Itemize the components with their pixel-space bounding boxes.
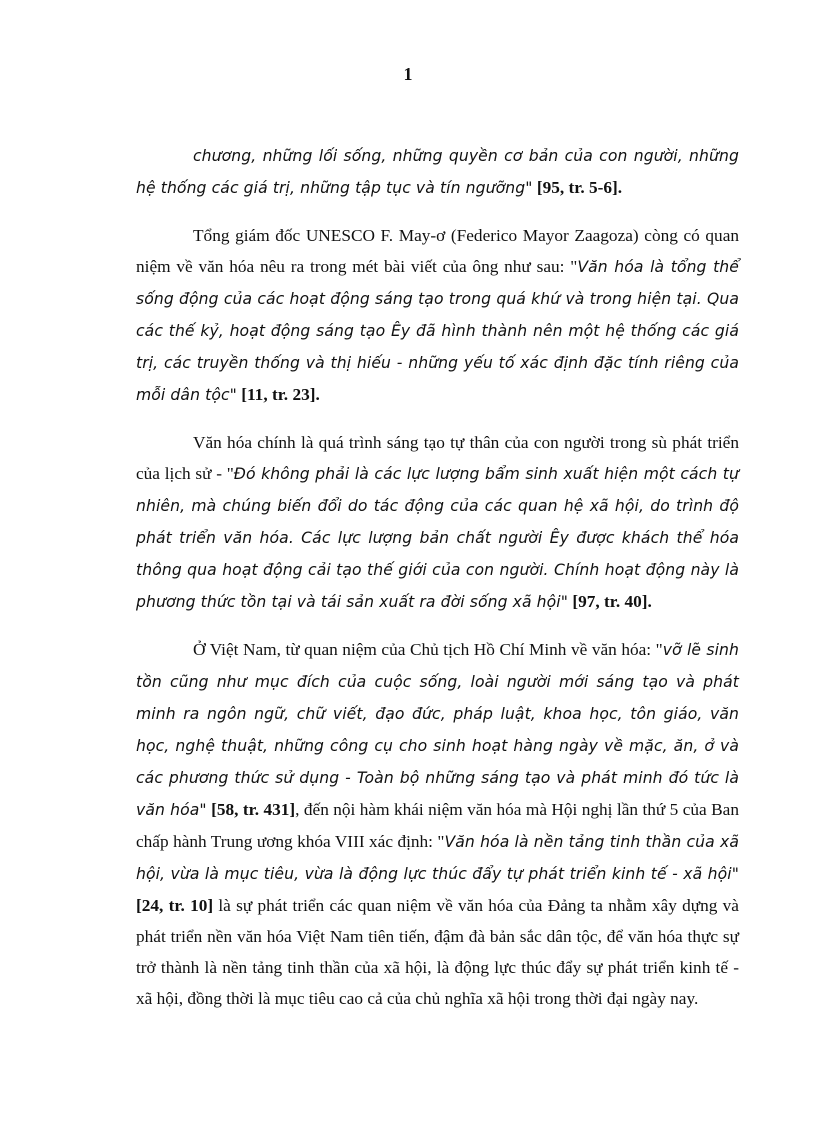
body-sentence: là sự phát triển các quan niệm về văn hóa của Đảng ta nhằm xây dựng và phát triển nền văn hóa Việt Nam tiên tiến, đậm đà bản sắc dân tộc, để văn hóa thực sự trở thành là nền tảng tinh thần của xã hội, là động lực thúc đẩy sự phát triển kinh tế - xã hội, đồng thời là mục tiêu cao cả của chủ nghĩa xã hội trong thời đại ngày nay. xyxy=(136,896,739,1008)
quote-text: Đó không phải là các lực lượng bẩm sinh xuất hiện một cách tự nhiên, mà chúng biến đổi do tác động của các quan hệ xã hội, do trình độ phát triển văn hóa. Các lực lượng bản chất người Êy được khách thể hóa thông qua hoạt động cải tạo thế giới của con người. Chính hoạt động này là phương thức tồn tại và tái sản xuất ra đời sống xã hội" xyxy=(136,465,739,611)
citation: [95, tr. 5-6]. xyxy=(532,178,623,197)
body-text xyxy=(136,140,739,1030)
citation: [97, tr. 40]. xyxy=(568,592,652,611)
body-sentence: Văn hóa chính là quá trình sáng tạo tự thân của con người trong sù phát triển của lịch sử - " xyxy=(136,433,739,483)
paragraph-1 xyxy=(136,140,739,204)
citation: [24, tr. 10] xyxy=(136,896,214,915)
page-number: 1 xyxy=(403,64,413,84)
citation: [11, tr. 23]. xyxy=(236,385,320,404)
body-sentence: Ở Việt Nam, từ quan niệm của Chủ tịch Hồ Chí Minh về văn hóa: " xyxy=(193,640,663,659)
paragraph-4 xyxy=(136,634,739,1014)
quote-text: Văn hóa là nền tảng tinh thần của xã hội, vừa là mục tiêu, vừa là động lực thúc đẩy tự phát triển kinh tế - xã hội" xyxy=(136,833,739,883)
body-sentence: Tổng giám đốc UNESCO F. May-ơ (Federico Mayor Zaagoza) còng có quan niệm về văn hóa nêu ra trong mét bài viết của ông như sau: " xyxy=(136,226,739,276)
quote-text: chương, những lối sống, những quyền cơ bản của con người, những hệ thống các giá trị, những tập tục và tín ngưỡng" xyxy=(136,147,739,197)
citation: [58, tr. 431] xyxy=(206,800,296,819)
body-sentence: , đến nội hàm khái niệm văn hóa mà Hội nghị lần thứ 5 của Ban chấp hành Trung ương khóa VIII xác định: " xyxy=(136,800,739,851)
quote-text: vỡ lẽ sinh tồn cũng như mục đích của cuộc sống, loài người mới sáng tạo và phát minh ra ngôn ngữ, chữ viết, đạo đức, pháp luật, khoa học, tôn giáo, văn học, nghệ thuật, những công cụ cho sinh hoạt hàng ngày về mặc, ăn, ở và các phương thức sử dụng - Toàn bộ những sáng tạo và phát minh đó tức là văn hóa" xyxy=(136,641,739,819)
paragraph-2 xyxy=(136,220,739,411)
quote-text: Văn hóa là tổng thể sống động của các hoạt động sáng tạo trong quá khứ và trong hiện tại. Qua các thế kỷ, hoạt động sáng tạo Êy đã hình thành nên một hệ thống các giá trị, các truyền thống và thị hiếu - những yếu tố xác định đặc tính riêng của mỗi dân tộc" xyxy=(136,258,739,404)
paragraph-3 xyxy=(136,427,739,618)
